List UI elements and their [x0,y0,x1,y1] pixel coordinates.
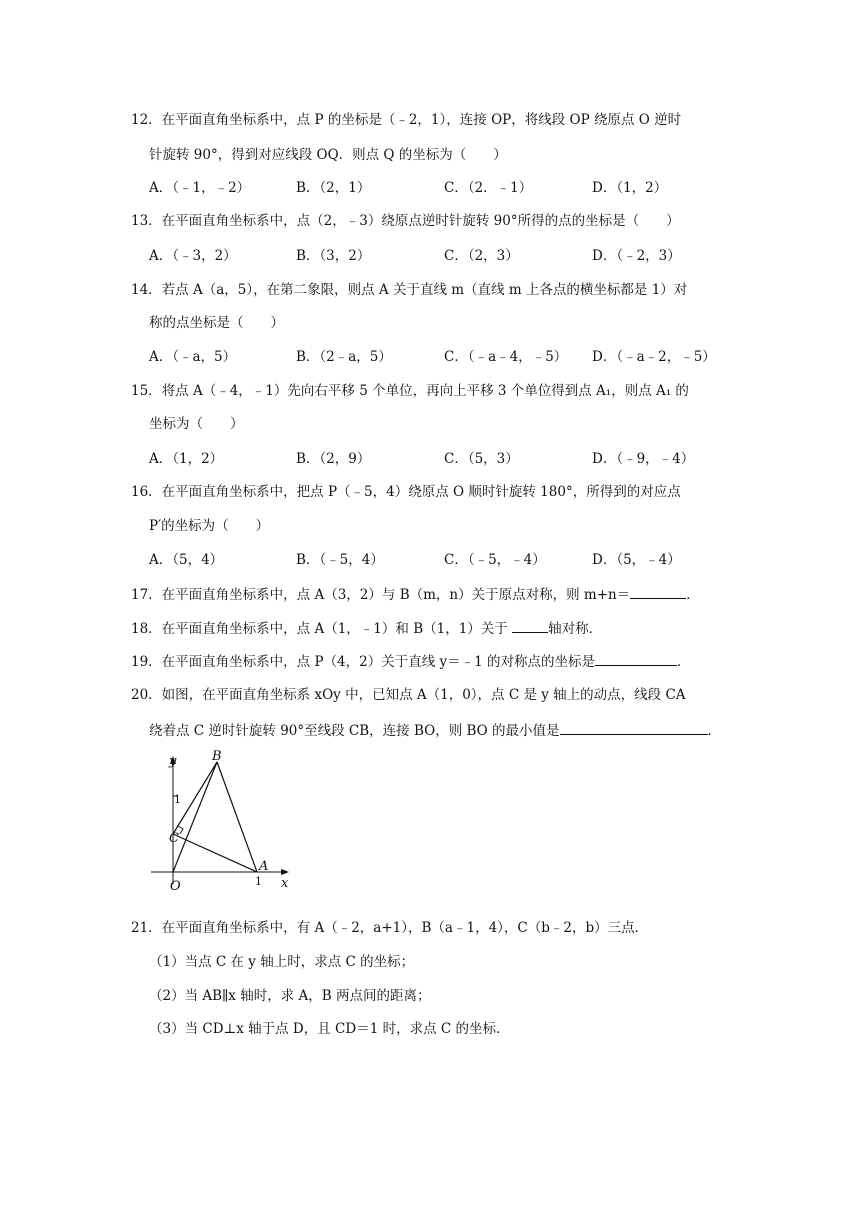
q20-figure [143,748,293,898]
q18-text: 18．在平面直角坐标系中，点 A（1，﹣1）和 B（1，1）关于 [131,621,508,637]
q20-end: ． [707,723,722,739]
q20-line2-wrap [149,720,721,741]
q15-line1: 15．将点 A（﹣4，﹣1）先向右平移 5 个单位，再向上平移 3 个单位得到点 A₁，则点 A₁ 的 [131,383,689,399]
q16-option-c: C．（﹣5，﹣4） [444,552,546,568]
segment-ca [173,834,257,872]
q12-line1: 12．在平面直角坐标系中，点 P 的坐标是（﹣2，1），连接 OP，将线段 OP 绕原点 O 逆时 [131,112,682,128]
q16-line1: 16．在平面直角坐标系中，把点 P（﹣5，4）绕原点 O 顺时针旋转 180°，所得到的对应点 [131,484,681,500]
q13-option-b: B．（3，2） [296,248,371,264]
q14-option-d: D．（﹣a﹣2，﹣5） [592,349,716,365]
q17-text: 17．在平面直角坐标系中，点 A（3，2）与 B（m，n）关于原点对称，则 m+n＝ [131,587,631,603]
q15-option-d: D．（﹣9，﹣4） [592,451,695,467]
q18-line [131,618,602,639]
q20-line2: 绕着点 C 逆时针旋转 90°至线段 CB，连接 BO，则 BO 的最小值是 [149,723,560,739]
q21-sub2: （2）当 AB∥x 轴时，求 A，B 两点间的距离； [149,988,431,1004]
label-a: A [259,859,269,874]
segment-ob [173,762,217,872]
q13-option-c: C．（2，3） [444,248,519,264]
label-b: B [212,749,222,764]
q19-line [131,651,691,672]
q21-line1: 21．在平面直角坐标系中，有 A（﹣2，a+1），B（a﹣1，4），C（b﹣2，b）三点． [131,920,649,936]
q17-end: ． [686,587,700,603]
q12-option-b: B．（2，1） [296,180,371,196]
q15-option-b: B．（2，9） [296,451,371,467]
label-o: O [170,879,181,894]
q12-option-c: C．（2．﹣1） [444,180,533,196]
tick-label-y-1: 1 [174,793,181,806]
label-c: C [169,831,179,846]
q15-option-a: A．（1，2） [149,451,224,467]
q21-sub3: （3）当 CD⊥x 轴于点 D，且 CD＝1 时，求点 C 的坐标． [149,1021,510,1037]
q12-option-a: A．（﹣1，﹣2） [149,180,251,196]
q15-option-c: C．（5，3） [444,451,519,467]
q16-option-b: B．（﹣5，4） [296,552,384,568]
segment-ba [217,762,257,872]
q12-option-d: D．（1，2） [592,180,668,196]
q16-option-d: D．（5，﹣4） [592,552,681,568]
q18-answer-blank[interactable] [512,618,548,633]
q14-line2: 称的点坐标是（ ） [149,315,284,331]
q16-line2: P′的坐标为（ ） [149,518,270,534]
q21-sub1: （1）当点 C 在 y 轴上时，求点 C 的坐标； [149,954,415,970]
q13-option-d: D．（﹣2，3） [592,248,681,264]
q17-line [131,584,700,605]
q18-end: 轴对称． [548,621,603,637]
label-x: x [281,876,289,891]
q13-option-a: A．（﹣3，2） [149,248,237,264]
q19-answer-blank[interactable] [595,651,677,666]
q19-end: ． [677,654,691,670]
q14-option-a: A．（﹣a，5） [149,349,237,365]
q12-line2: 针旋转 90°，得到对应线段 OQ．则点 Q 的坐标为（ ） [149,147,507,163]
q14-line1: 14．若点 A（a，5），在第二象限，则点 A 关于直线 m（直线 m 上各点的横坐标都是 1）对 [131,282,688,298]
q19-text: 19．在平面直角坐标系中，点 P（4，2）关于直线 y＝﹣1 的对称点的坐标是 [131,654,596,670]
q15-line2: 坐标为（ ） [149,416,244,432]
q17-answer-blank[interactable] [630,584,686,599]
tick-label-x-1: 1 [255,875,262,888]
q14-option-c: C．（﹣a﹣4，﹣5） [444,349,568,365]
q13-line1: 13．在平面直角坐标系中，点（2，﹣3）绕原点逆时针旋转 90°所得的点的坐标是（ ） [131,213,680,229]
x-axis-arrow [281,869,289,875]
q14-option-b: B．（2﹣a，5） [296,349,392,365]
label-y: y [169,754,177,769]
q20-answer-blank[interactable] [560,720,708,735]
q20-line1: 20．如图，在平面直角坐标系 xOy 中，已知点 A（1，0），点 C 是 y 轴上的动点，线段 CA [131,687,686,703]
q16-option-a: A．（5，4） [149,552,224,568]
